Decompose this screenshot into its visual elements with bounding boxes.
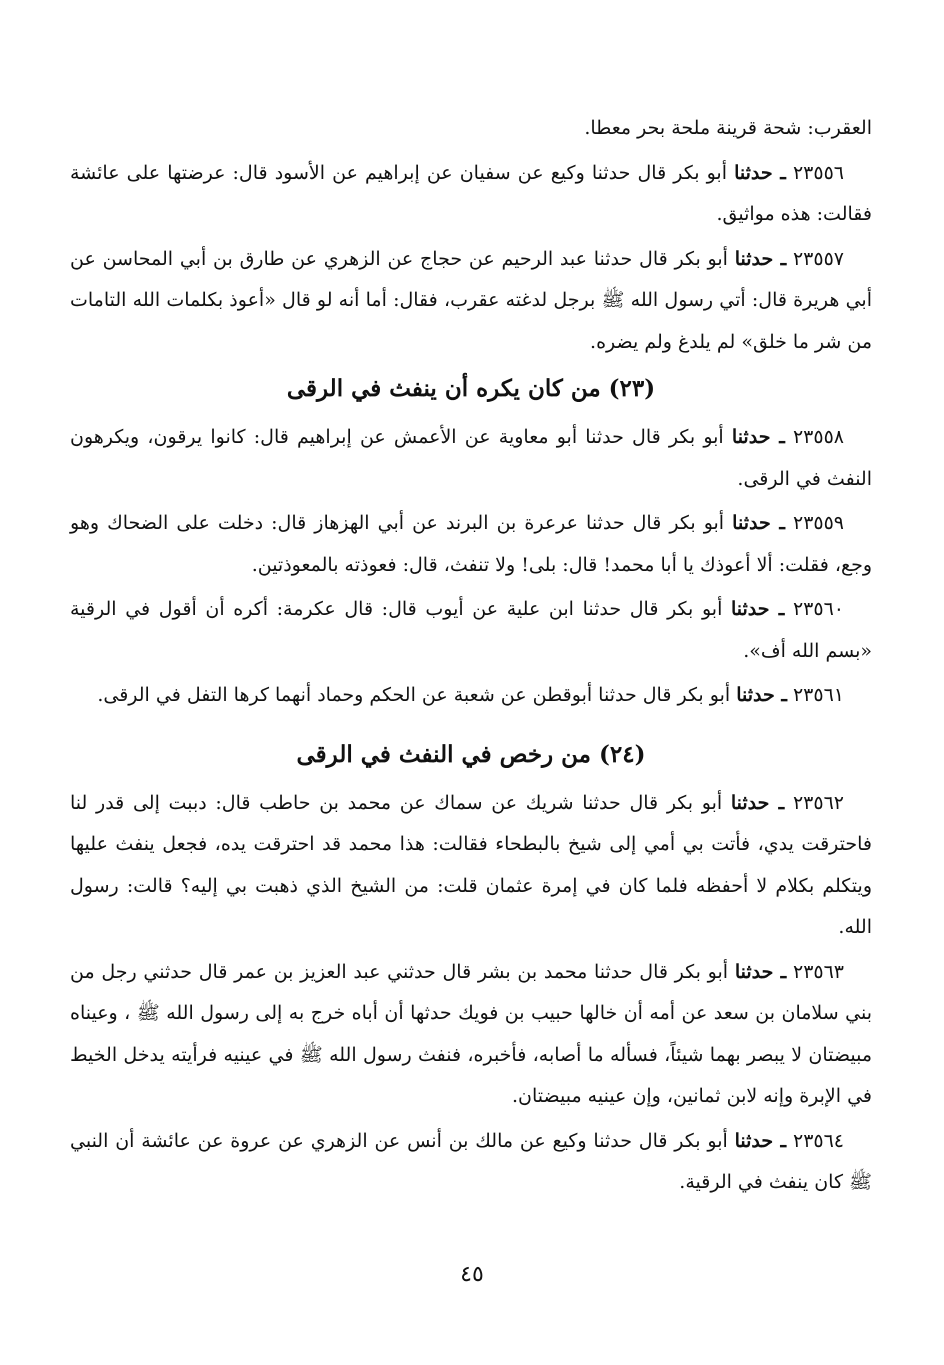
hadith-text: أبو بكر قال حدثنا أبوقطن عن شعبة عن الحكم وحماد أنهما كرها التفل في الرقى. xyxy=(97,684,731,706)
hadith-text: أبو بكر قال حدثنا أبو معاوية عن الأعمش عن إبراهيم قال: كانوا يرقون، ويكرهون النفث في الرقى. xyxy=(70,426,872,490)
hadith-23558 xyxy=(70,417,872,500)
hadith-23559 xyxy=(70,503,872,586)
page-number: ٤٥ xyxy=(460,1262,484,1287)
hadith-lead: ـ حدثنا xyxy=(734,247,787,270)
hadith-text: أبو بكر قال حدثنا عرعرة بن البرند عن أبي الهزهاز قال: دخلت على الضحاك وهو وجع، فقلت: ألا أعوذك يا أبا محمد! قال: بلى! ولا تنفث، قال: فعوذته بالمعوذتين. xyxy=(70,512,872,576)
hadith-lead: ـ حدثنا xyxy=(736,684,787,706)
hadith-number: ٢٣٥٥٧ xyxy=(792,247,844,270)
hadith-lead: ـ حدثنا xyxy=(731,426,785,448)
hadith-text: أبو بكر قال حدثنا عبد الرحيم عن حجاج عن الزهري عن طارق بن أبي المحاسن عن أبي هريرة قال: أتي رسول الله ﷺ برجل لدغته عقرب، فقال: أما أنه لو قال «أعوذ بكلمات الله التامات من شر ما خلق» لم يلدغ ولم يضره. xyxy=(70,247,872,353)
hadith-number: ٢٣٥٦١ xyxy=(792,684,844,706)
hadith-lead: ـ حدثنا xyxy=(732,512,785,534)
hadith-23556 xyxy=(70,153,872,236)
hadith-lead: ـ حدثنا xyxy=(734,1129,787,1152)
hadith-text: أبو بكر قال حدثنا وكيع عن سفيان عن إبراهيم عن الأسود قال: عرضتها على عائشة فقالت: هذه مواثيق. xyxy=(70,161,872,225)
hadith-23557 xyxy=(70,239,872,364)
hadith-lead: ـ حدثنا xyxy=(731,598,785,620)
hadith-text: أبو بكر قال حدثنا وكيع عن مالك بن أنس عن الزهري عن عروة عن عائشة أن النبي ﷺ كان ينفث في الرقية. xyxy=(70,1129,872,1193)
hadith-23561 xyxy=(70,675,872,717)
hadith-number: ٢٣٥٦٤ xyxy=(792,1129,845,1152)
hadith-23560 xyxy=(70,589,872,672)
hadith-lead: ـ حدثنا xyxy=(734,960,787,983)
hadith-number: ٢٣٥٥٦ xyxy=(792,161,844,184)
hadith-text: أبو بكر قال حدثنا محمد بن بشر قال حدثني عبد العزيز بن عمر قال حدثني رجل من بني سلامان بن سعد عن أمه أن خالها حبيب بن فويك حدثها أن أباه خرج به إلى رسول الله ﷺ ، وعيناه مبيضتان لا يبصر بهما شيئاً، فسأله ما أصابه، فأخبره، فنفث رسول الله ﷺ في عينيه فرأيته يدخل الخيط في الإبرة وإنه لابن ثمانين، وإن عينيه مبيضتان. xyxy=(70,960,872,1107)
hadith-number: ٢٣٥٦٠ xyxy=(792,598,844,620)
hadith-lead: ـ حدثنا xyxy=(734,161,786,184)
hadith-number: ٢٣٥٦٢ xyxy=(792,791,844,814)
hadith-23564 xyxy=(70,1121,872,1204)
hadith-number: ٢٣٥٥٩ xyxy=(792,512,845,534)
hadith-text: أبو بكر قال حدثنا ابن علية عن أيوب قال: قال عكرمة: أكره أن أقول في الرقية «بسم الله أف». xyxy=(70,598,872,662)
hadith-23562 xyxy=(70,783,872,949)
hadith-23563 xyxy=(70,952,872,1118)
hadith-number: ٢٣٥٥٨ xyxy=(792,426,844,448)
page-body xyxy=(70,108,872,1207)
hadith-text: أبو بكر قال حدثنا شريك عن سماك عن محمد بن حاطب قال: دببت إلى قدر لنا فاحترقت يدي، فأتت بي أمي إلى شيخ بالبطحاء فقالت: هذا محمد قد احترقت يده، فجعل ينفث عليها ويتكلم بكلام لا أحفظه فلما كان في إمرة عثمان قلت: من الشيخ الذي ذهبت بي إليه؟ قالت: رسول الله. xyxy=(70,791,872,938)
hadith-lead: ـ حدثنا xyxy=(730,791,785,814)
hadith-number: ٢٣٥٦٣ xyxy=(792,960,845,983)
chapter-heading-24: (٢٤) من رخص في النفث في الرقى xyxy=(296,740,646,768)
intro-paragraph: العقرب: شحة قرينة ملحة بحر معطا. xyxy=(584,117,872,139)
chapter-heading-23: (٢٣) من كان يكره أن ينفث في الرقى xyxy=(286,375,656,402)
